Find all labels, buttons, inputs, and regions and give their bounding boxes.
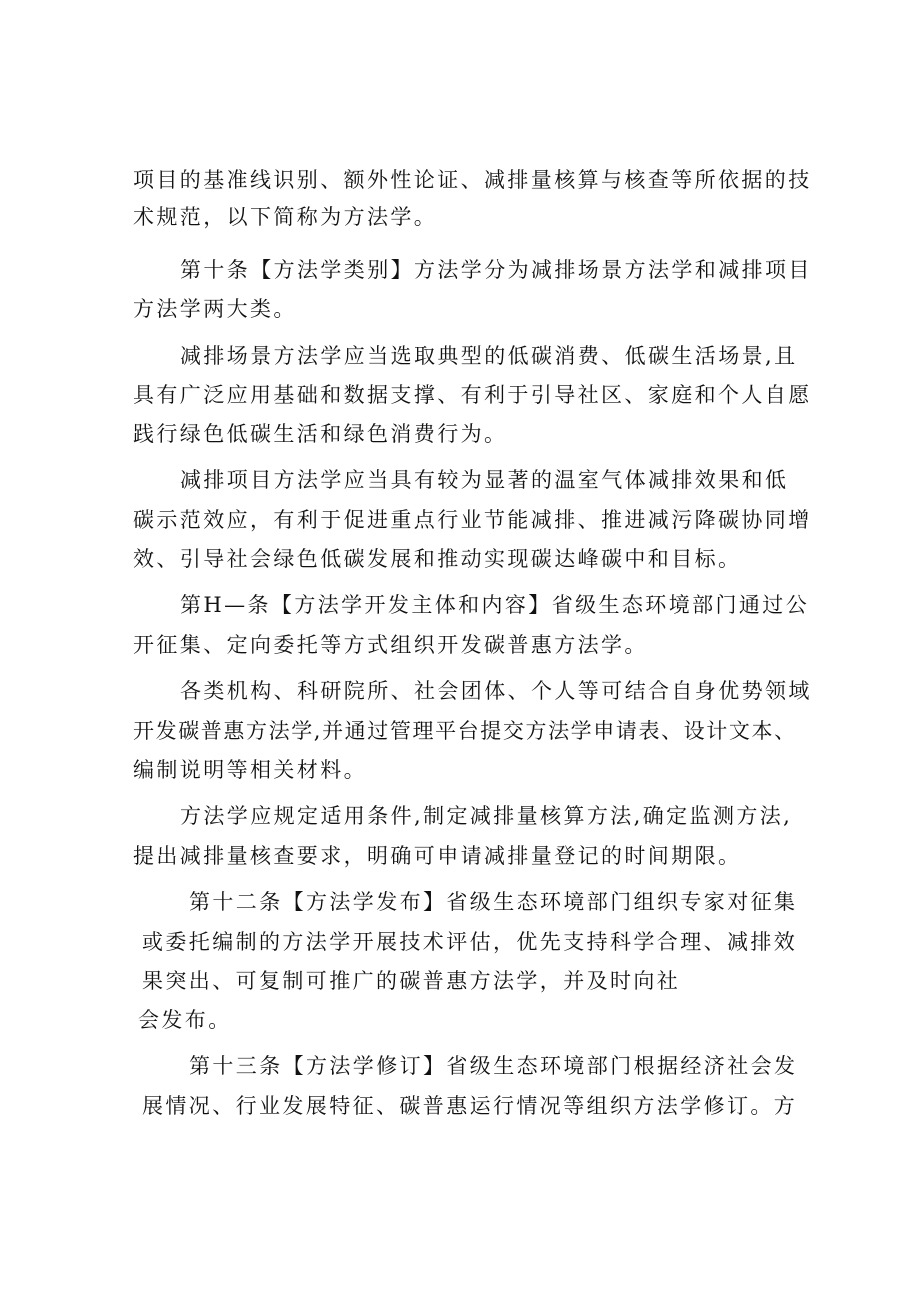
text-line: 或委托编制的方法学开展技术评估，优先支持科学合理、减排效 [142, 930, 798, 954]
text-line: 提出减排量核查要求，明确可申请减排量登记的时间期限。 [133, 844, 742, 868]
text-line: 术规范，以下简称为方法学。 [133, 205, 438, 229]
article-12-heading-line: 第十二条【方法学发布】省级生态环境部门组织专家对征集 [189, 890, 798, 914]
text-line: 践行绿色低碳生活和绿色消费行为。 [133, 422, 508, 446]
text-line: 效、引导社会绿色低碳发展和推动实现碳达峰碳中和目标。 [133, 547, 742, 571]
text-line: 编制说明等相关材料。 [133, 758, 367, 782]
text-line: 具有广泛应用基础和数据支撑、有利于引导社区、家庭和个人自愿 [133, 383, 812, 407]
text-line: 开征集、定向委托等方式组织开发碳普惠方法学。 [133, 633, 648, 657]
text-line: 展情况、行业发展特征、碳普惠运行情况等组织方法学修订。方 [142, 1094, 798, 1118]
article-11-heading-line: 第H—条【方法学开发主体和内容】省级生态环境部门通过公 [180, 593, 810, 617]
text-line: 减排场景方法学应当选取典型的低碳消费、低碳生活场景,且 [180, 344, 798, 368]
article-13-heading-line: 第十三条【方法学修订】省级生态环境部门根据经济社会发 [189, 1054, 798, 1078]
text-line: 果突出、可复制可推广的碳普惠方法学，并及时向社 [142, 969, 681, 993]
text-line: 各类机构、科研院所、社会团体、个人等可结合自身优势领域 [180, 679, 812, 703]
text-line: 会发布。 [138, 1008, 232, 1032]
text-line: 方法学应规定适用条件,制定减排量核算方法,确定监测方法, [180, 804, 793, 828]
text-line: 方法学两大类。 [133, 297, 297, 321]
text-line: 减排项目方法学应当具有较为显著的温室气体减排效果和低 [180, 468, 789, 492]
text-line: 开发碳普惠方法学,并通过管理平台提交方法学申请表、设计文本、 [133, 719, 797, 743]
text-line: 碳示范效应，有利于促进重点行业节能减排、推进减污降碳协同增 [133, 508, 812, 532]
article-10-heading-line: 第十条【方法学类别】方法学分为减排场景方法学和减排项目 [180, 258, 812, 282]
text-line: 项目的基准线识别、额外性论证、减排量核算与核查等所依据的技 [133, 168, 812, 192]
